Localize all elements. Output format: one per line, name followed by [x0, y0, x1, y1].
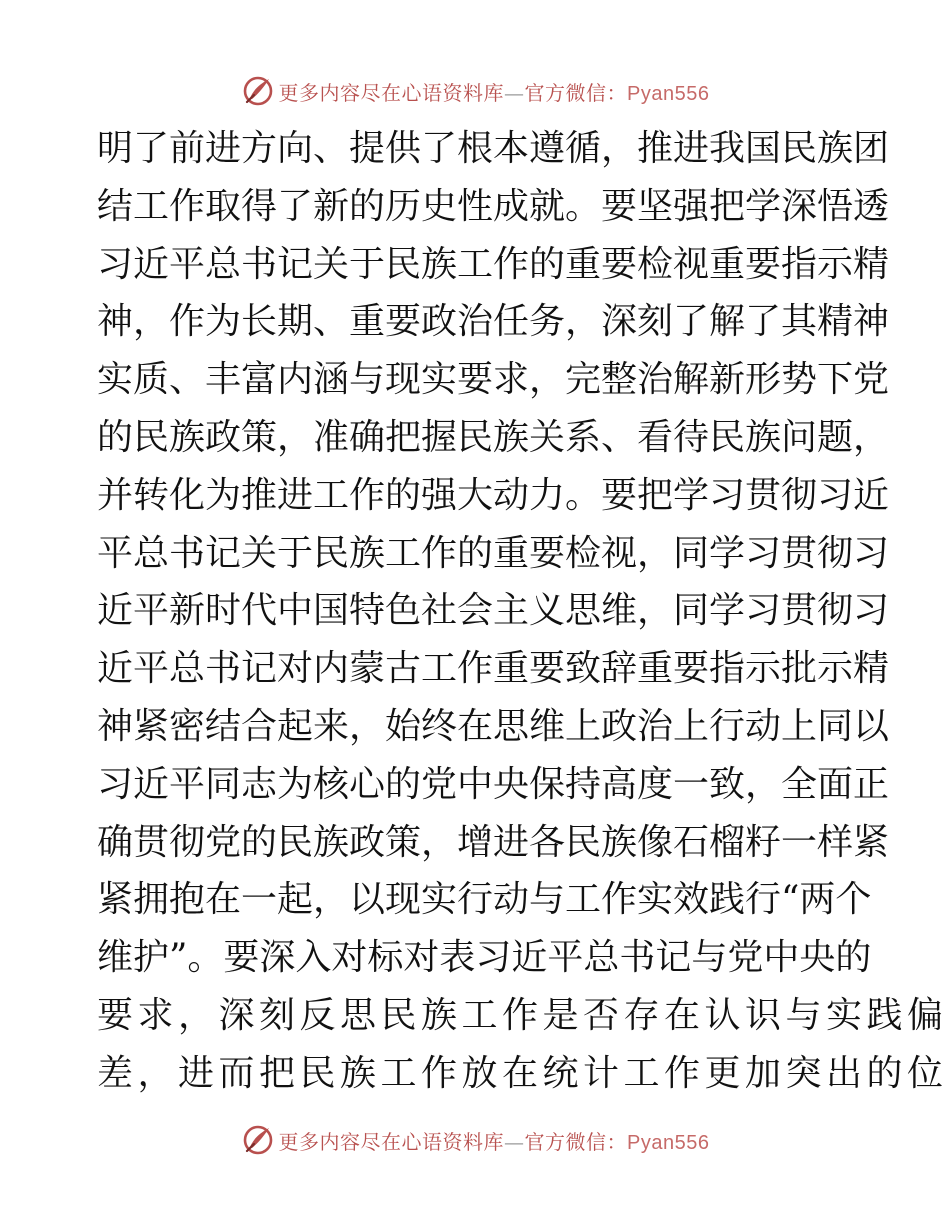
body-line-7: 并转化为推进工作的强大动力。要把学习贯彻习近: [97, 474, 890, 516]
body-line-6: 的民族政策，准确把握民族关系、看待民族问题，: [97, 416, 890, 458]
quill-logo-icon: [241, 1123, 275, 1157]
footer-official-label: 官方微信：: [524, 1129, 628, 1154]
body-line-1: 明了前进方向、提供了根本遵循，推进我国民族团: [97, 128, 890, 169]
body-line-10: 近平总书记对内蒙古工作重要致辞重要指示批示精: [97, 648, 890, 690]
body-line-12: 习近平同志为核心的党中央保持高度一致，全面正: [97, 763, 890, 805]
body-line-13: 确贯彻党的民族政策，增进各民族像石榴籽一样紧: [97, 821, 890, 863]
body-line-4: 神，作为长期、重要政治任务，深刻了解了其精神: [97, 301, 890, 343]
footer-banner-title: 更多内容尽在心语资料库: [278, 1129, 505, 1154]
body-line-17: 差，进而把民族工作放在统计工作更加突出的位: [97, 1052, 948, 1094]
header-banner: [0, 71, 950, 111]
body-line-9: 近平新时代中国特色社会主义思维，同学习贯彻习: [97, 590, 890, 632]
body-line-14: 紧拥抱在一起，以现实行动与工作实效践行“两个: [97, 879, 872, 921]
body-line-8: 平总书记关于民族工作的重要检视，同学习贯彻习: [97, 532, 890, 574]
body-line-15: 维护”。要深入对标对表习近平总书记与党中央的: [97, 937, 872, 979]
header-banner-text: [279, 77, 710, 106]
body-line-3: 习近平总书记关于民族工作的重要检视重要指示精: [97, 243, 890, 285]
footer-banner: [0, 1120, 950, 1160]
quill-logo-icon: [241, 74, 275, 108]
document-body: [97, 120, 948, 1103]
header-banner-title: 更多内容尽在心语资料库: [278, 80, 505, 105]
header-banner-dash: —: [504, 80, 525, 105]
header-wechat-id: Pyan556: [627, 82, 710, 105]
body-line-11: 神紧密结合起来，始终在思维上政治上行动上同以: [97, 705, 890, 747]
footer-wechat-id: Pyan556: [627, 1131, 710, 1154]
body-line-16: 要求，深刻反思民族工作是否存在认识与实践偏: [97, 994, 948, 1036]
body-line-5: 实质、丰富内涵与现实要求，完整治解新形势下党: [97, 359, 890, 401]
footer-banner-text: [279, 1126, 710, 1155]
footer-banner-dash: —: [504, 1129, 525, 1154]
body-line-2: 结工作取得了新的历史性成就。要坚强把学深悟透: [97, 185, 890, 227]
header-official-label: 官方微信：: [524, 80, 628, 105]
